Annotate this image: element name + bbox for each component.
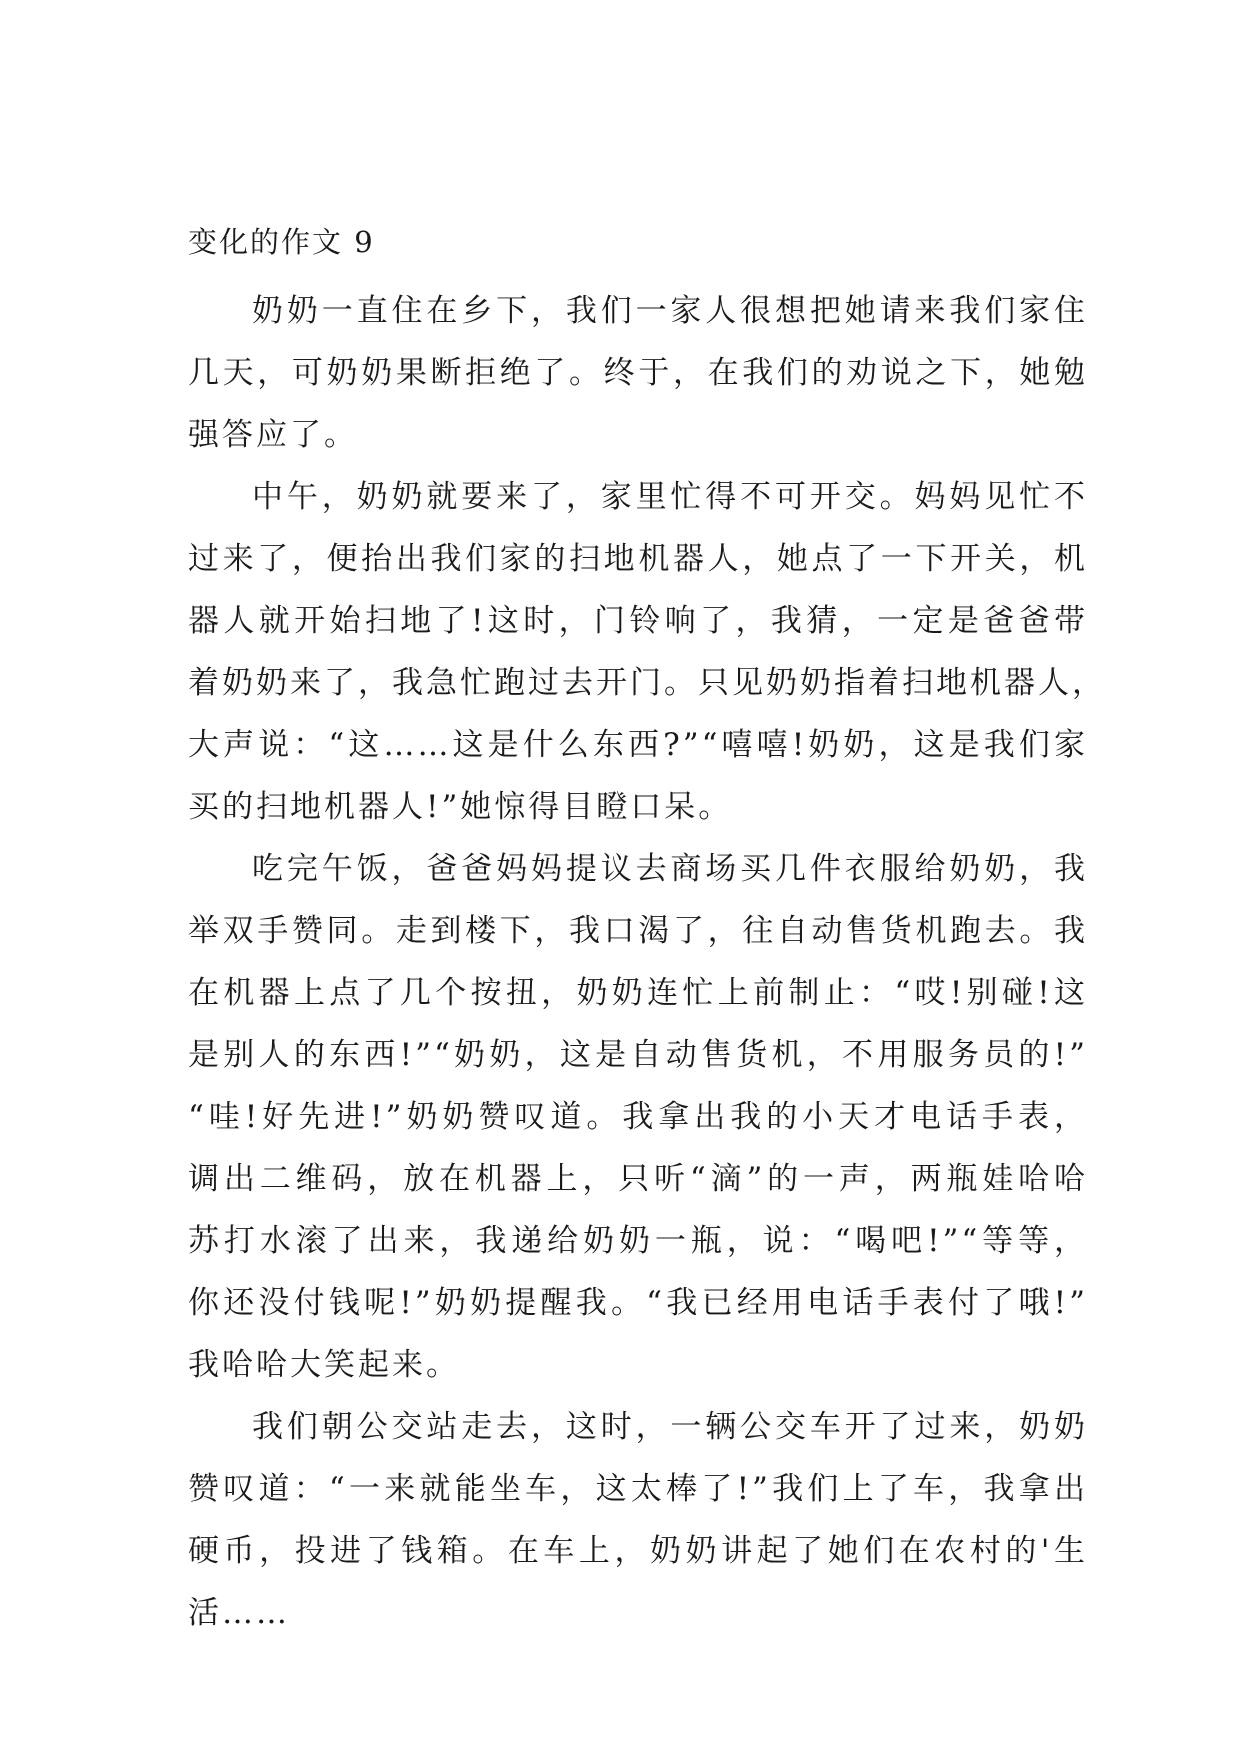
paragraph-3-line-4: 是别人的东西!”“奶奶，这是自动售货机，不用服务员的!”: [188, 1037, 1088, 1073]
paragraph-3-line-3: 在机器上点了几个按扭，奶奶连忙上前制止：“哎!别碰!这: [188, 975, 1088, 1011]
paragraph-4-line-1: 我们朝公交站走去，这时，一辆公交车开了过来，奶奶: [252, 1409, 1088, 1445]
paragraph-4-line-2: 赞叹道：“一来就能坐车，这太棒了!”我们上了车，我拿出: [188, 1471, 1088, 1507]
paragraph-1-line-2: 几天，可奶奶果断拒绝了。终于，在我们的劝说之下，她勉: [188, 355, 1088, 391]
paragraph-3-line-8: 你还没付钱呢!”奶奶提醒我。“我已经用电话手表付了哦!”: [188, 1285, 1088, 1321]
document-title: 变化的作文 9: [188, 225, 375, 259]
paragraph-3-line-5: “哇!好先进!”奶奶赞叹道。我拿出我的小天才电话手表，: [188, 1099, 1088, 1135]
paragraph-2-line-6: 买的扫地机器人!”她惊得目瞪口呆。: [188, 789, 733, 825]
paragraph-3-line-7: 苏打水滚了出来，我递给奶奶一瓶，说：“喝吧!”“等等，: [188, 1223, 1088, 1259]
document-body: [188, 280, 1106, 1644]
paragraph-1-line-3: 强答应了。: [188, 417, 358, 453]
paragraph-2-line-5: 大声说：“这……这是什么东西?”“嘻嘻!奶奶，这是我们家: [188, 727, 1088, 763]
paragraph-2-line-3: 器人就开始扫地了!这时，门铃响了，我猜，一定是爸爸带: [188, 603, 1088, 639]
paragraph-2-line-4: 着奶奶来了，我急忙跑过去开门。只见奶奶指着扫地机器人，: [188, 665, 1106, 701]
paragraph-3-line-1: 吃完午饭，爸爸妈妈提议去商场买几件衣服给奶奶，我: [252, 851, 1088, 887]
paragraph-3-line-2: 举双手赞同。走到楼下，我口渴了，往自动售货机跑去。我: [188, 913, 1088, 949]
paragraph-4-line-3: 硬币，投进了钱箱。在车上，奶奶讲起了她们在农村的'生: [188, 1533, 1088, 1569]
paragraph-3-line-6: 调出二维码，放在机器上，只听“滴”的一声，两瓶娃哈哈: [188, 1161, 1088, 1197]
paragraph-3-line-9: 我哈哈大笑起来。: [188, 1347, 460, 1383]
paragraph-1-line-1: 奶奶一直住在乡下，我们一家人很想把她请来我们家住: [252, 293, 1088, 329]
paragraph-2-line-2: 过来了，便抬出我们家的扫地机器人，她点了一下开关，机: [188, 541, 1088, 577]
paragraph-4-line-4: 活……: [188, 1595, 290, 1631]
paragraph-2-line-1: 中午，奶奶就要来了，家里忙得不可开交。妈妈见忙不: [252, 479, 1088, 515]
